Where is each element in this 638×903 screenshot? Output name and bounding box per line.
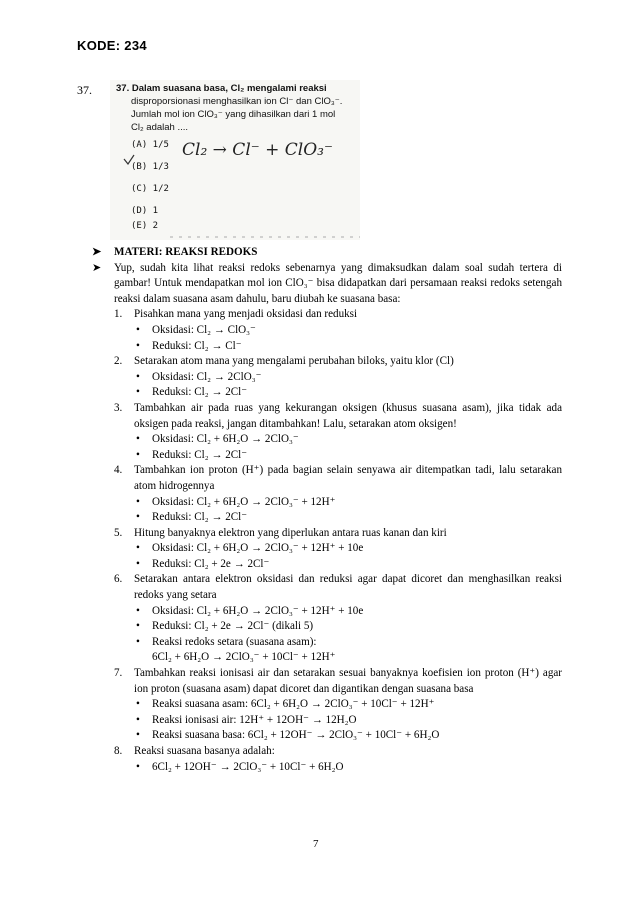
step-number: 3. bbox=[114, 401, 123, 414]
step-number: 2. bbox=[114, 355, 123, 368]
step-item bbox=[92, 307, 562, 323]
scan-line-1: 37. Dalam suasana basa, Cl₂ mengalami reaksi bbox=[116, 83, 327, 94]
bullet-dot-icon: • bbox=[136, 713, 140, 726]
bullet-dot-icon: • bbox=[136, 448, 140, 461]
arrow-bullet-icon: ➤ bbox=[92, 246, 102, 258]
step-text: Tambahkan air pada ruas yang kekurangan oksigen (khusus suasana asam), jika tidak ada oksigen pada reaksi, jangan ditambahkan! Lalu, setarakan atom oksigen! bbox=[134, 401, 562, 430]
exam-code: KODE: 234 bbox=[77, 38, 147, 53]
step-number: 4. bbox=[114, 464, 123, 477]
step-item bbox=[92, 572, 562, 603]
bullet-item bbox=[92, 432, 562, 448]
bullet-item bbox=[92, 370, 562, 386]
materi-label: MATERI: REAKSI REDOKS bbox=[114, 246, 258, 258]
bullet-text: Reaksi redoks setara (suasana asam): bbox=[152, 635, 317, 648]
step-text: Setarakan antara elektron oksidasi dan reduksi agar dapat dicoret dan menghasilkan reaksi redoks yang setara bbox=[134, 573, 562, 602]
bullet-text: Reduksi: Cl₂ → 2Cl⁻ bbox=[152, 511, 248, 524]
option-e: (E) 2 bbox=[131, 221, 159, 231]
option-c: (C) 1/2 bbox=[131, 184, 169, 194]
step-item bbox=[92, 744, 562, 760]
bullet-dot-icon: • bbox=[136, 620, 140, 633]
step-item bbox=[92, 463, 562, 494]
bullet-text: Reduksi: Cl₂ + 2e → 2Cl⁻ bbox=[152, 557, 270, 570]
step-text: Setarakan atom mana yang mengalami perubahan biloks, yaitu klor (Cl) bbox=[134, 355, 454, 368]
bullet-text: Oksidasi: Cl₂ + 6H₂O → 2ClO₃⁻ + 12H⁺ + 10e bbox=[152, 604, 364, 617]
option-d: (D) 1 bbox=[131, 206, 159, 216]
bullet-item bbox=[92, 448, 562, 464]
bullet-text: Reduksi: Cl₂ → Cl⁻ bbox=[152, 339, 242, 352]
question-scan-image bbox=[110, 80, 360, 240]
step-text: Tambahkan reaksi ionisasi air dan setarakan sesuai banyaknya koefisien ion proton (H⁺) agar ion proton (suasana asam) dapat dicoret dan digantikan dengan suasana basa bbox=[134, 667, 562, 695]
bullet-dot-icon: • bbox=[136, 604, 140, 617]
bullet-item bbox=[92, 339, 562, 355]
bullet-text: Reduksi: Cl₂ → 2Cl⁻ bbox=[152, 386, 248, 399]
intro-paragraph bbox=[92, 261, 562, 308]
bullet-item bbox=[92, 728, 562, 744]
step-number: 6. bbox=[114, 573, 123, 586]
step-number: 7. bbox=[114, 667, 123, 680]
bullet-item bbox=[92, 604, 562, 620]
bullet-dot-icon: • bbox=[136, 760, 140, 773]
bullet-item bbox=[92, 619, 562, 635]
bullet-text: Oksidasi: Cl₂ → 2ClO₃⁻ bbox=[152, 370, 262, 383]
step-text: Reaksi suasana basanya adalah: bbox=[134, 745, 275, 757]
option-a: (A) 1/5 bbox=[131, 140, 169, 150]
bullet-dot-icon: • bbox=[136, 698, 140, 711]
bullet-dot-icon: • bbox=[136, 511, 140, 524]
bullet-text: Oksidasi: Cl₂ + 6H₂O → 2ClO₃⁻ + 12H⁺ + 10e bbox=[152, 542, 364, 555]
bullet-text: Reduksi: Cl₂ → 2Cl⁻ bbox=[152, 448, 248, 461]
step-text: Tambahkan ion proton (H⁺) pada bagian selain senyawa air ditempatkan tadi, lalu setarakan atom hidrogennya bbox=[134, 464, 562, 492]
bullet-item bbox=[92, 760, 562, 776]
page-number: 7 bbox=[313, 838, 319, 850]
step-text: Pisahkan mana yang menjadi oksidasi dan reduksi bbox=[134, 308, 358, 321]
bullet-text: 6Cl₂ + 12OH⁻ → 2ClO₃⁻ + 10Cl⁻ + 6H₂O bbox=[152, 760, 344, 773]
bullet-dot-icon: • bbox=[136, 323, 140, 336]
step-number: 5. bbox=[114, 526, 123, 539]
bullet-item bbox=[92, 510, 562, 526]
bullet-item bbox=[92, 323, 562, 339]
step-item bbox=[92, 666, 562, 697]
bullet-item bbox=[92, 541, 562, 557]
step-item bbox=[92, 526, 562, 542]
bullet-dot-icon: • bbox=[136, 729, 140, 742]
handwritten-note: Cl₂ → Cl⁻ + ClO₃⁻ bbox=[182, 140, 333, 160]
step-item bbox=[92, 354, 562, 370]
bullet-item bbox=[92, 713, 562, 729]
bullet-dot-icon: • bbox=[136, 386, 140, 399]
step-number: 1. bbox=[114, 308, 123, 321]
bullet-text: Oksidasi: Cl₂ → ClO₃⁻ bbox=[152, 323, 256, 336]
bullet-dot-icon: • bbox=[136, 339, 140, 352]
step-number: 8. bbox=[114, 745, 123, 757]
equation-line: 6Cl₂ + 6H₂O → 2ClO₃⁻ + 10Cl⁻ + 12H⁺ bbox=[152, 651, 336, 664]
bullet-item bbox=[92, 495, 562, 511]
question-number: 37. bbox=[77, 83, 92, 97]
scan-line-3: Jumlah mol ion ClO₃⁻ yang dihasilkan dari 1 mol bbox=[131, 109, 336, 120]
bullet-item bbox=[92, 385, 562, 401]
arrow-bullet-icon: ➤ bbox=[92, 261, 102, 274]
bullet-text: Reaksi ionisasi air: 12H⁺ + 12OH⁻ → 12H₂O bbox=[152, 713, 357, 726]
materi-heading bbox=[92, 245, 562, 261]
step-text: Hitung banyaknya elektron yang diperlukan antara ruas kanan dan kiri bbox=[134, 526, 447, 539]
steps-list bbox=[92, 307, 562, 775]
bullet-item bbox=[92, 697, 562, 713]
bullet-dot-icon: • bbox=[136, 557, 140, 570]
bullet-dot-icon: • bbox=[136, 635, 140, 648]
bullet-text: Reaksi suasana basa: 6Cl₂ + 12OH⁻ → 2ClO₃⁻ + 10Cl⁻ + 6H₂O bbox=[152, 729, 440, 742]
bullet-text: Oksidasi: Cl₂ + 6H₂O → 2ClO₃⁻ + 12H⁺ bbox=[152, 495, 336, 508]
bullet-text: Reaksi suasana asam: 6Cl₂ + 6H₂O → 2ClO₃⁻ + 10Cl⁻ + 12H⁺ bbox=[152, 698, 435, 711]
bullet-text: Oksidasi: Cl₂ + 6H₂O → 2ClO₃⁻ bbox=[152, 433, 299, 446]
bullet-dot-icon: • bbox=[136, 542, 140, 555]
bullet-item bbox=[92, 557, 562, 573]
solution-content bbox=[92, 245, 562, 775]
option-b: (B) 1/3 bbox=[131, 162, 169, 172]
scan-line-4: Cl₂ adalah .... bbox=[131, 122, 189, 133]
bullet-dot-icon: • bbox=[136, 495, 140, 508]
scan-line-2: disproporsionasi menghasilkan ion Cl⁻ dan ClO₃⁻. bbox=[131, 96, 343, 107]
bullet-text: Reduksi: Cl₂ + 2e → 2Cl⁻ (dikali 5) bbox=[152, 620, 314, 633]
step-item bbox=[92, 401, 562, 432]
intro-text: Yup, sudah kita lihat reaksi redoks sebenarnya yang dimaksudkan dalam soal sudah tertera di gambar! Untuk mendapatkan mol ion ClO₃⁻ bisa didapatkan dari persamaan reaksi redoks setengah reaksi dalam suasana asam dahulu, baru diubah ke suasana basa: bbox=[114, 261, 562, 305]
bullet-dot-icon: • bbox=[136, 433, 140, 446]
bullet-item bbox=[92, 635, 562, 651]
bullet-dot-icon: • bbox=[136, 370, 140, 383]
